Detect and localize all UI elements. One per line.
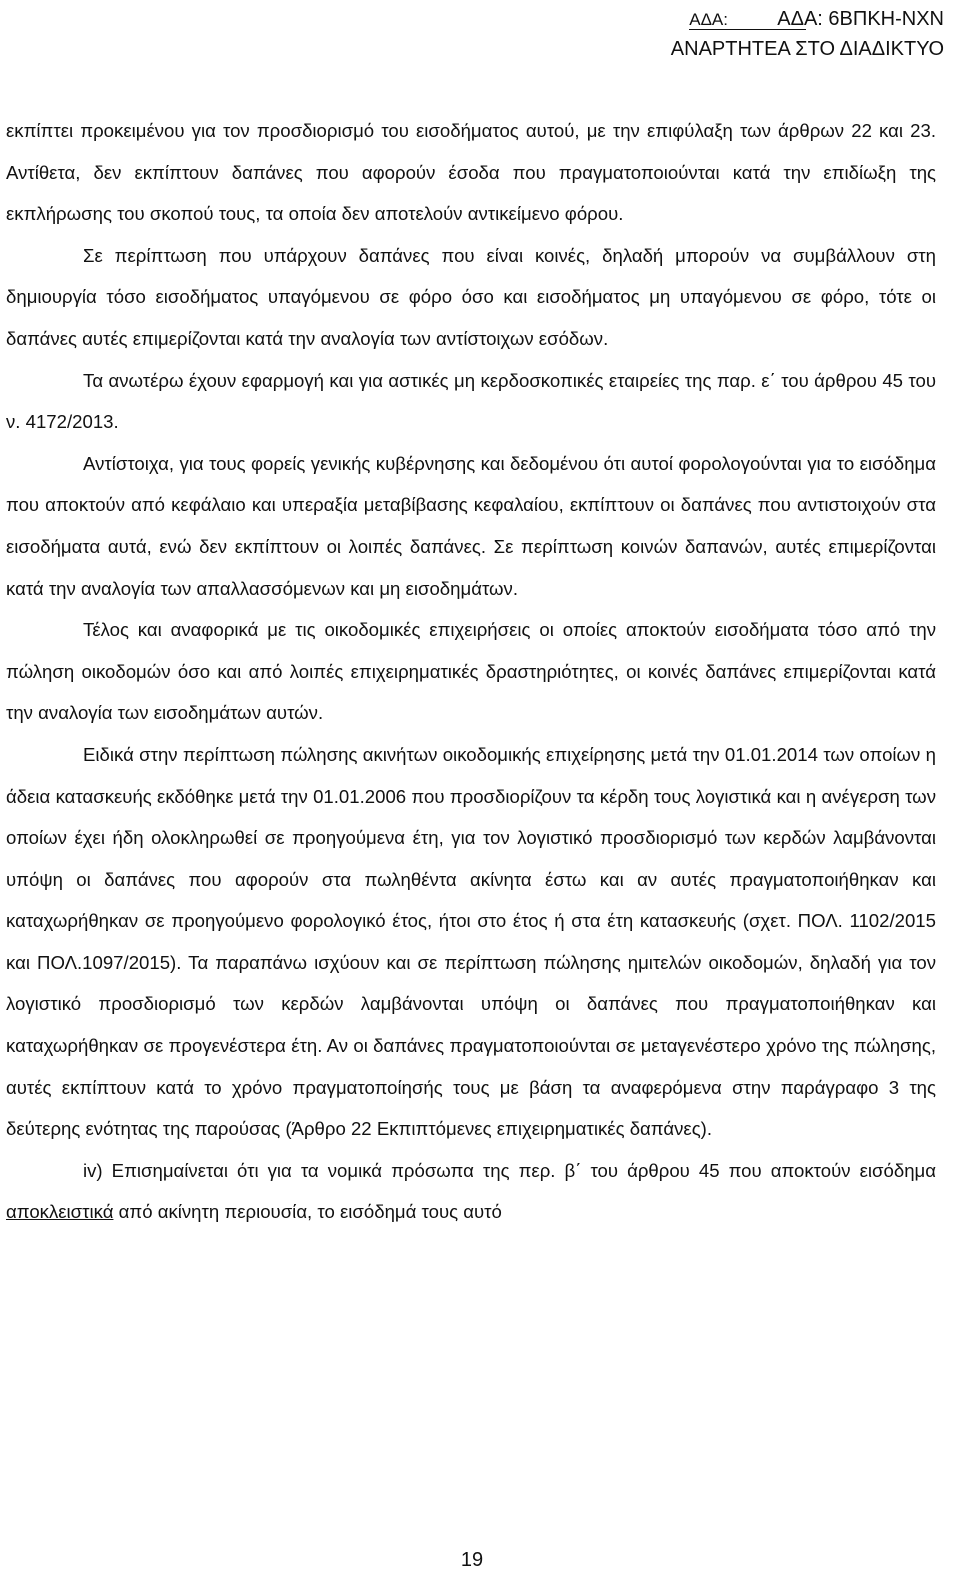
page-number: 19	[460, 1549, 484, 1571]
paragraph-5: Τέλος και αναφορικά με τις οικοδομικές επιχειρήσεις οι οποίες αποκτούν εισοδήματα τόσο από την πώληση οικοδομών όσο και από λοιπές επιχειρηματικές δραστηριότητες, οι κοινές δαπάνες επιμερίζονται κατά την αναλογία των εισοδημάτων αυτών.	[6, 619, 936, 724]
paragraph-7	[6, 1150, 936, 1233]
paragraph-2: Σε περίπτωση που υπάρχουν δαπάνες που είναι κοινές, δηλαδή μπορούν να συμβάλλουν στη δημιουργία τόσο εισοδήματος υπαγόμενου σε φόρο όσο και εισοδήματος μη υπαγόμενου σε φόρο, τότε οι δαπάνες αυτές επιμερίζονται κατά την αναλογία των αντίστοιχων εσόδων.	[6, 244, 936, 349]
page-header	[671, 4, 944, 64]
paragraph-1: εκπίπτει προκειμένου για τον προσδιορισμό του εισοδήματος αυτού, με την επιφύλαξη των άρθρων 22 και 23. Αντίθετα, δεν εκπίπτουν δαπάνες που αφορούν έσοδα που πραγματοποιούνται κατά την επιδίωξη της εκπλήρωσης του σκοπού τους, τα οποία δεν αποτελούν αντικείμενο φόρου.	[6, 120, 936, 225]
ada-overlap-label: ΑΔΑ:	[689, 11, 806, 30]
paragraph-7-end: από ακίνητη περιουσία, το εισόδημά τους αυτό	[113, 1201, 502, 1223]
document-body	[6, 110, 936, 1233]
underlined-word: αποκλειστικά	[6, 1201, 114, 1223]
paragraph-3: Τα ανωτέρω έχουν εφαρμογή και για αστικές μη κερδοσκοπικές εταιρείες της παρ. ε΄ του άρθρου 45 του ν. 4172/2013.	[6, 369, 936, 433]
paragraph-4: Αντίστοιχα, για τους φορείς γενικής κυβέρνησης και δεδομένου ότι αυτοί φορολογούνται για το εισόδημα που αποκτούν από κεφάλαιο και υπεραξία μεταβίβασης κεφαλαίου, εκπίπτουν οι δαπάνες που αντιστοιχούν στα εισοδήματα αυτά, ενώ δεν εκπίπτουν οι λοιπές δαπάνες. Σε περίπτωση κοινών δαπανών, αυτές επιμερίζονται κατά την αναλογία των απαλλασσόμενων και μη εισοδημάτων.	[6, 452, 936, 599]
paragraph-6: Ειδικά στην περίπτωση πώλησης ακινήτων οικοδομικής επιχείρησης μετά την 01.01.2014 των οποίων η άδεια κατασκευής εκδόθηκε μετά την 01.01.2006 που προσδιορίζουν τα κέρδη τους λογιστικά και η ανέγερση των οποίων έχει ήδη ολοκληρωθεί σε προηγούμενα έτη, για τον λογιστικό προσδιορισμό των κερδών λαμβάνονται υπόψη οι δαπάνες που αφορούν στα πωληθέντα ακίνητα έστω και αν αυτές πραγματοποιήθηκαν και καταχωρήθηκαν σε προηγούμενο φορολογικό έτος, ήτοι στο έτος ή στα έτη κατασκευής (σχετ. ΠΟΛ. 1102/2015 και ΠΟΛ.1097/2015). Τα παραπάνω ισχύουν και σε περίπτωση πώλησης ημιτελών οικοδομών, δηλαδή για τον λογιστικό προσδιορισμό των κερδών λαμβάνονται υπόψη οι δαπάνες που πραγματοποιήθηκαν και καταχωρήθηκαν σε προγενέστερα έτη. Αν οι δαπάνες πραγματοποιούνται σε μεταγενέστερο χρόνο της πώλησης, αυτές εκπίπτουν κατά το χρόνο πραγματοποίησής τους με βάση τα αναφερόμενα στην παράγραφο 3 της δεύτερης ενότητας της παρούσας (Άρθρο 22 Εκπιπτόμενες επιχειρηματικές δαπάνες).	[6, 743, 936, 1140]
posted-notice: ΑΝΑΡΤΗΤΕΑ ΣΤΟ ΔΙΑΔΙΚΤΥΟ	[670, 38, 944, 60]
ada-identifier: ΑΔΑ: 6ΒΠΚΗ-ΝΧΝ	[777, 8, 944, 30]
paragraph-7-start: iv) Επισημαίνεται ότι για τα νομικά πρόσωπα της περ. β΄ του άρθρου 45 που αποκτούν εισόδημα	[83, 1159, 936, 1181]
ada-line	[671, 4, 944, 34]
